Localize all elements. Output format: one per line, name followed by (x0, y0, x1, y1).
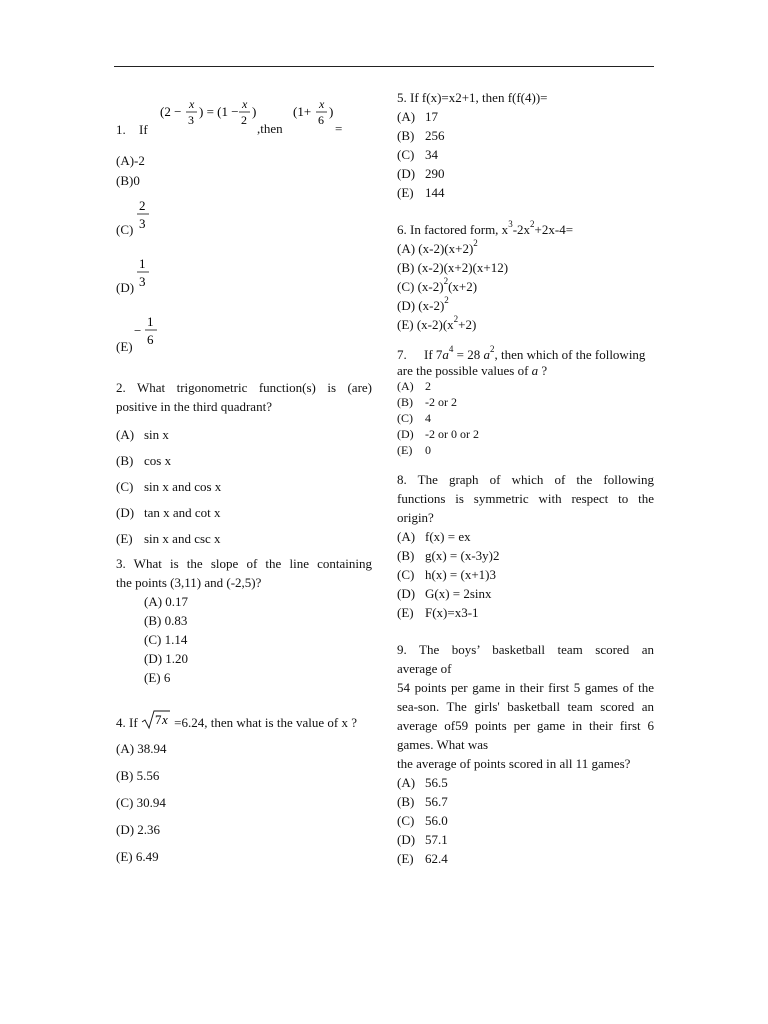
option-9d: (D) 57.1 (397, 832, 448, 847)
question-9-line2: average of (397, 661, 452, 676)
question-2-options (116, 425, 372, 548)
fraction-two-thirds (136, 196, 156, 236)
question-2-stem-line2: positive in the third quadrant? (116, 399, 272, 414)
question-2-stem-line1: 2. What trigonometric function(s) is (are) (116, 380, 372, 395)
option-1b: (B)0 (116, 173, 140, 188)
question-1-equation (116, 88, 372, 148)
question-4-options (116, 739, 372, 866)
option-5e: (E) 144 (397, 185, 445, 200)
svg-text:x: x (319, 97, 325, 111)
question-3-stem-line1: 3. What is the slope of the line containing (116, 556, 372, 571)
option-8c: (C) h(x) = (x+1)3 (397, 567, 496, 582)
svg-text:3: 3 (188, 113, 194, 127)
question-9-line6: games. What was (397, 737, 489, 752)
option-6b: (B) (x-2)(x+2)(x+12) (397, 260, 509, 275)
option-8e: (E) F(x)=x3-1 (397, 605, 479, 620)
option-4e: (E) 6.49 (116, 849, 159, 864)
question-4-if: 4. If (116, 715, 138, 730)
question-7-stem-line2: are the possible values of a ? (397, 363, 548, 378)
option-3e: (E) 6 (144, 670, 171, 685)
option-3c: (C) 1.14 (144, 632, 188, 647)
question-9-line7: the average of points scored in all 11 games? (397, 756, 631, 771)
svg-text:2: 2 (139, 198, 146, 213)
option-4b: (B) 5.56 (116, 768, 160, 783)
option-4d: (D) 2.36 (116, 822, 161, 837)
question-6-stem: 6. In factored form, $x^3-2x^2+2x-4=$ (397, 218, 574, 237)
option-8d: (D) G(x) = 2sinx (397, 586, 492, 601)
option-1c: (C) (116, 222, 134, 237)
question-5 (397, 88, 654, 202)
option-6d: (D) $(x-2)^2$ (397, 294, 449, 313)
option-2e: (E) sin x and csc x (116, 531, 221, 546)
option-8b: (B) g(x) = (x-3y)2 (397, 548, 500, 563)
question-3 (116, 554, 372, 687)
option-4c: (C) 30.94 (116, 795, 166, 810)
fraction-neg-one-sixth (134, 312, 164, 352)
option-5c: (C) 34 (397, 147, 438, 162)
option-5d: (D) 290 (397, 166, 445, 181)
option-3a: (A) 0.17 (144, 594, 189, 609)
question-1 (116, 88, 372, 356)
option-9b: (B) 56.7 (397, 794, 448, 809)
option-7e: (E) 0 (397, 443, 431, 457)
question-7-stem-line1: 7. If $7a^4 = 28$ $a^2$, then which of the following (397, 343, 646, 362)
question-7-options (397, 378, 654, 458)
svg-text:): ) (329, 104, 334, 119)
option-2d: (D) tan x and cot x (116, 505, 221, 520)
svg-text:1: 1 (139, 256, 146, 271)
option-5a: (A) 17 (397, 109, 438, 124)
svg-text:3: 3 (139, 274, 146, 289)
svg-text:x: x (161, 712, 168, 727)
svg-text:3: 3 (139, 216, 146, 231)
svg-text:x: x (242, 97, 248, 111)
question-8-stem-line3: origin? (397, 510, 434, 525)
question-9-line1: 9. The boys’ basketball team scored an (397, 642, 654, 657)
question-3-options (116, 592, 372, 687)
question-4 (116, 709, 372, 866)
question-9-line3: 54 points per game in their first 5 games of the (397, 680, 654, 695)
option-7b: (B) -2 or 2 (397, 395, 457, 409)
option-7c: (C) 4 (397, 411, 431, 425)
svg-text:6: 6 (318, 113, 324, 127)
option-8a: (A) f(x) = ex (397, 529, 471, 544)
option-2b: (B) cos x (116, 453, 172, 468)
left-column (116, 88, 372, 866)
option-5b: (B) 256 (397, 128, 445, 143)
svg-text:(1+: (1+ (293, 104, 312, 119)
svg-text:): ) (252, 104, 257, 119)
option-1e: (E) (116, 339, 133, 354)
svg-text:x: x (189, 97, 195, 111)
question-8 (397, 470, 654, 622)
question-1-if: If (139, 122, 148, 137)
question-8-stem-line1: 8. The graph of which of the following (397, 472, 654, 487)
svg-text:1: 1 (147, 314, 154, 329)
option-7d: (D) -2 or 0 or 2 (397, 427, 479, 441)
question-5-stem: 5. If f(x)=x2+1, then f(f(4))= (397, 90, 548, 105)
question-7 (397, 345, 654, 458)
option-6e: (E) $(x-2)(x^2+2)$ (397, 313, 477, 332)
option-9c: (C) 56.0 (397, 813, 448, 828)
question-6 (397, 220, 654, 334)
option-1a: (A)-2 (116, 153, 145, 168)
option-6a: (A) $(x-2)(x+2)^2$ (397, 237, 478, 256)
svg-text:2: 2 (241, 113, 247, 127)
option-6c: (C) $(x-2)^2(x+2)$ (397, 275, 478, 294)
option-1d: (D) (116, 280, 135, 295)
svg-text:7: 7 (154, 712, 162, 727)
option-4a: (A) 38.94 (116, 741, 167, 756)
option-2a: (A) sin x (116, 427, 169, 442)
option-3d: (D) 1.20 (144, 651, 189, 666)
question-1-number: 1. (116, 122, 126, 137)
option-3b: (B) 0.83 (144, 613, 188, 628)
question-9 (397, 640, 654, 868)
svg-text:(2 −: (2 − (160, 104, 182, 119)
question-3-stem-line2: the points (3,11) and (-2,5)? (116, 575, 262, 590)
question-4-stem: =6.24, then what is the value of x ? (174, 715, 357, 730)
question-1-then: ,then (257, 121, 283, 136)
question-9-line5: average of59 points per game in their first 6 (397, 718, 654, 733)
sqrt-7x (141, 709, 171, 731)
option-9a: (A) 56.5 (397, 775, 448, 790)
question-1-equals: = (335, 121, 343, 136)
fraction-one-third (136, 254, 156, 294)
question-9-line4: sea-son. The girls' basketball team scored an (397, 699, 654, 714)
question-8-stem-line2: functions is symmetric with respect to the (397, 491, 654, 506)
svg-text:) = (1 −: ) = (1 − (199, 104, 239, 119)
option-2c: (C) sin x and cos x (116, 479, 222, 494)
option-7a: (A) 2 (397, 379, 431, 393)
question-2 (116, 378, 372, 548)
top-rule (114, 66, 654, 67)
svg-text:−: − (134, 323, 142, 338)
right-column (397, 88, 654, 868)
svg-text:6: 6 (147, 332, 154, 347)
option-9e: (E) 62.4 (397, 851, 448, 866)
